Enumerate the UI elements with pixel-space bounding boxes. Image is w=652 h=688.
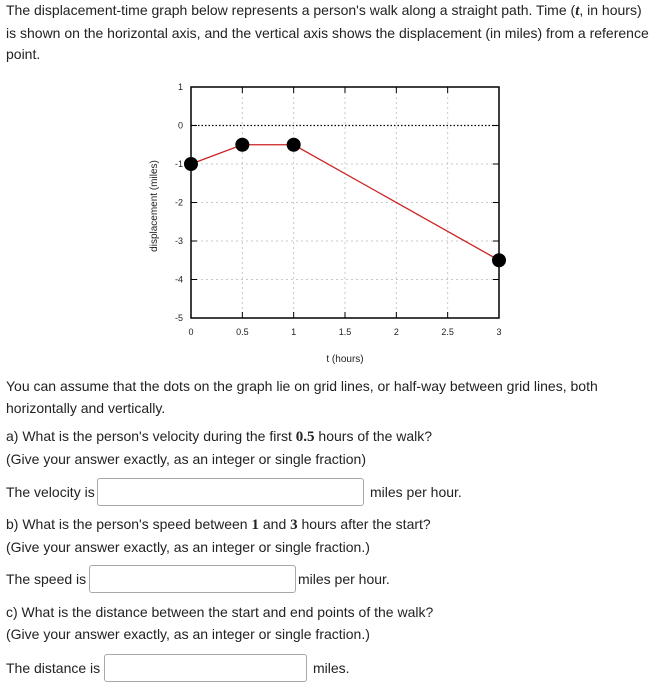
intro-text-part2: , in hours) is shown on the horizontal axis, and the vertical axis shows the displacement (in miles) from a reference point. [6, 2, 649, 62]
y-tick-label: -3 [174, 236, 183, 246]
question-b-line2: (Give your answer exactly, as an integer or single fraction.) [6, 538, 370, 555]
grid-lines [191, 87, 499, 318]
x-axis-label: t (hours) [326, 354, 364, 365]
data-point [235, 138, 249, 152]
x-tick-label: 2 [393, 327, 399, 337]
intro-paragraph [6, 0, 650, 66]
question-b-text [6, 514, 636, 558]
speed-answer-row [6, 565, 646, 593]
question-b-line1-pre: b) What is the person's speed between [6, 516, 252, 532]
question-b-value1: 1 [251, 517, 259, 533]
question-a-line2: (Give your answer exactly, as an integer or single fraction) [6, 450, 367, 467]
distance-input[interactable] [104, 654, 307, 682]
velocity-prompt: The velocity is [6, 484, 95, 500]
distance-answer-row [6, 654, 646, 682]
question-a-text [6, 426, 636, 470]
y-axis-label: displacement (miles) [149, 160, 160, 252]
data-point [287, 138, 301, 152]
question-c-line2: (Give your answer exactly, as an integer or single fraction.) [6, 625, 370, 642]
y-tick-label: 0 [177, 120, 183, 131]
question-a-line1-pre: a) What is the person's velocity during the first [6, 428, 296, 444]
axis-ticks [175, 82, 502, 337]
question-b-mid: and [258, 516, 291, 532]
distance-prompt: The distance is [6, 660, 101, 676]
question-a-value: 0.5 [295, 429, 315, 445]
data-point [492, 253, 506, 267]
speed-unit: miles per hour. [298, 571, 390, 587]
speed-prompt: The speed is [6, 571, 87, 587]
y-tick-label: -4 [174, 274, 183, 285]
y-tick-label: -2 [174, 197, 183, 208]
question-b-value2: 3 [290, 517, 298, 533]
question-c-line1: c) What is the distance between the start and end points of the walk? [6, 604, 434, 620]
displacement-time-graph [140, 78, 520, 370]
data-point [184, 157, 198, 171]
x-tick-label: 0 [188, 327, 194, 337]
y-tick-label: -1 [174, 159, 183, 169]
y-tick-label: -5 [174, 313, 183, 323]
question-b-line1-post: hours after the start? [297, 516, 431, 532]
velocity-unit: miles per hour. [370, 484, 462, 500]
velocity-input[interactable] [97, 478, 364, 506]
x-tick-label: 2.5 [441, 327, 454, 337]
question-a-line1-post: hours of the walk? [314, 428, 433, 444]
question-c-text [6, 602, 636, 645]
distance-unit: miles. [313, 660, 350, 676]
assumption-text: You can assume that the dots on the graph lie on grid lines, or half-way between grid lines, both horizontally and vertically. [6, 378, 598, 416]
x-tick-label: 1 [291, 327, 297, 337]
y-tick-label: 1 [177, 82, 183, 92]
intro-variable-t: t [575, 3, 580, 19]
x-tick-label: 1.5 [338, 327, 352, 337]
velocity-answer-row [6, 478, 646, 506]
speed-input[interactable] [89, 565, 296, 593]
intro-text-part1: The displacement-time graph below represents a person's walk along a straight path. Time ( [6, 2, 576, 18]
x-tick-label: 0.5 [236, 327, 249, 337]
x-tick-label: 3 [496, 327, 502, 337]
